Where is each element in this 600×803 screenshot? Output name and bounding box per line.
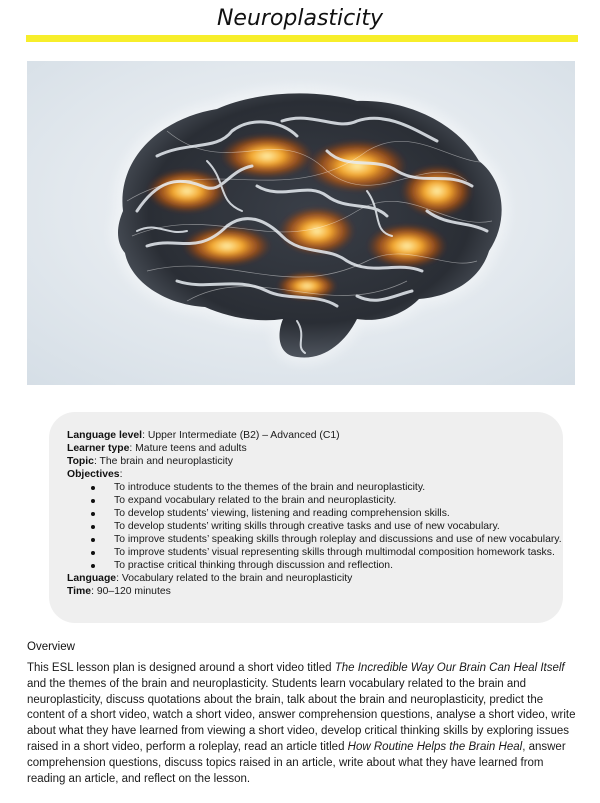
language-label: Language (67, 573, 117, 584)
objectives-label: Objectives (67, 469, 120, 480)
list-item: To practise critical thinking through discussion and reflection. (67, 559, 545, 572)
overview-heading: Overview (27, 641, 75, 653)
list-item: To introduce students to the themes of the brain and neuroplasticity. (67, 481, 545, 494)
hero-image (27, 61, 575, 385)
overview-text-1: This ESL lesson plan is designed around a short video titled (27, 662, 335, 674)
objectives-row: Objectives: (67, 469, 123, 480)
learner-type-value: Mature teens and adults (135, 443, 247, 454)
language-row: Language: Vocabulary related to the brain and neuroplasticity (67, 573, 353, 584)
lesson-info-panel (49, 412, 563, 623)
time-value: 90–120 minutes (96, 586, 171, 597)
overview-text-3: , answer comprehension questions, discuss topics raised in an article, write about what they have learned from reading an article, and reflect on the lesson. (27, 740, 566, 785)
objectives-list (67, 481, 562, 572)
language-value: Vocabulary related to the brain and neuroplasticity (121, 573, 353, 584)
video-title: The Incredible Way Our Brain Can Heal Itself (334, 662, 565, 674)
list-item: To develop students’ writing skills through creative tasks and use of new vocabulary. (67, 520, 545, 533)
list-item: To improve students’ visual representing skills through multimodal composition homework tasks. (67, 546, 545, 559)
time-label: Time (67, 586, 92, 597)
page-title: Neuroplasticity (216, 6, 384, 31)
learner-type-label: Learner type (67, 443, 130, 454)
list-item: To improve students’ speaking skills through roleplay and discussions and use of new vocabulary. (67, 533, 545, 546)
list-item: To expand vocabulary related to the brain and neuroplasticity. (67, 494, 545, 507)
topic-value: The brain and neuroplasticity (99, 456, 233, 467)
overview-text-2: and the themes of the brain and neuroplasticity. Students learn vocabulary related to the brain and neuroplasticity, discuss quotations about the brain, talk about the brain and neuroplasticity, predict the content of a short video, watch a short video, answer comprehension questions, analyse a short video, write about what they have learned from viewing a short video, develop critical thinking skills by exploring issues raised in a short video, perform a roleplay, read an article titled (27, 677, 576, 753)
time-row: Time: 90–120 minutes (67, 586, 171, 597)
topic-row: Topic: The brain and neuroplasticity (67, 456, 233, 467)
brain-illustration-icon (27, 61, 575, 385)
title-underline (26, 35, 578, 42)
learner-type-row: Learner type: Mature teens and adults (67, 443, 247, 454)
article-title: How Routine Helps the Brain Heal (347, 740, 523, 753)
language-level-row: Language level: Upper Intermediate (B2) – Advanced (C1) (67, 430, 340, 441)
topic-label: Topic (67, 456, 94, 467)
list-item: To develop students’ viewing, listening and reading comprehension skills. (67, 507, 545, 520)
overview-paragraph (27, 661, 577, 787)
language-level-label: Language level (67, 430, 143, 441)
language-level-value: Upper Intermediate (B2) – Advanced (C1) (147, 430, 340, 441)
